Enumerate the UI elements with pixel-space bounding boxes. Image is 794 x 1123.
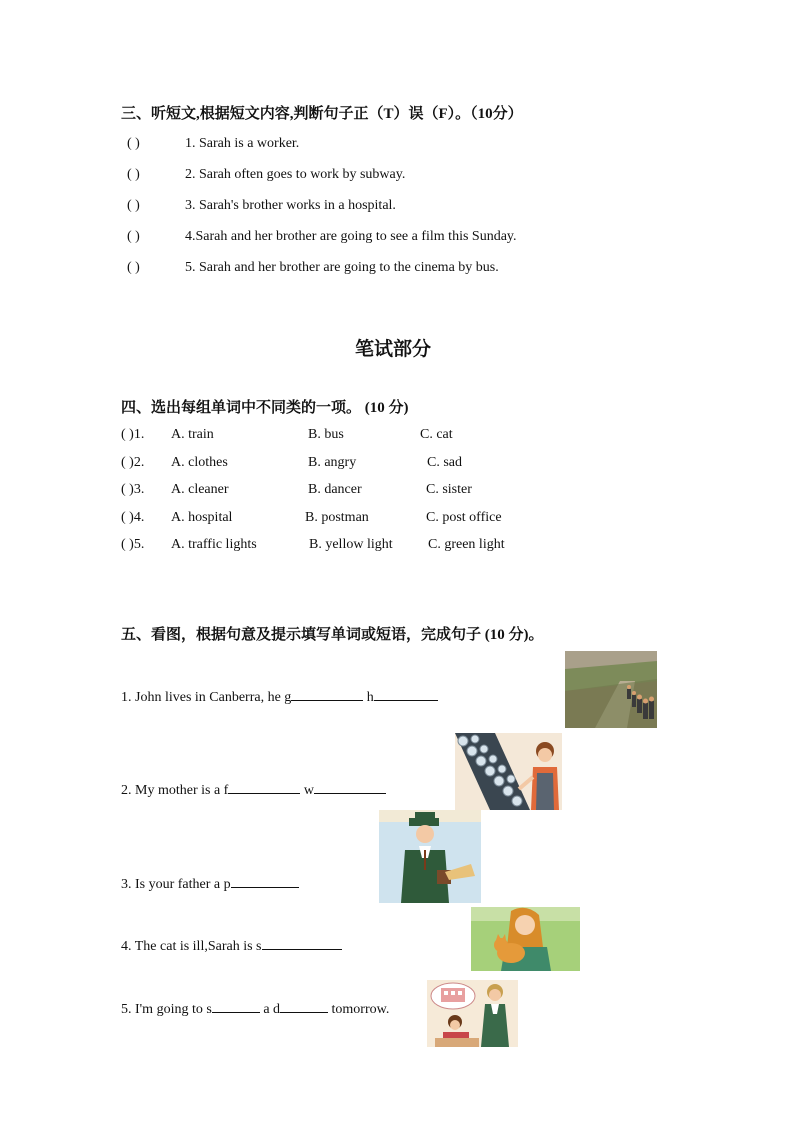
answer-paren[interactable]: ( )1. bbox=[121, 427, 145, 442]
answer-blank[interactable] bbox=[228, 779, 300, 794]
option-a: A. train bbox=[171, 427, 214, 442]
option-c: C. green light bbox=[428, 537, 505, 552]
section4-heading: 四、选出每组单词中不同类的一项。 (10 分) bbox=[121, 400, 409, 416]
answer-paren[interactable]: ( ) bbox=[127, 229, 140, 244]
option-c: C. post office bbox=[426, 510, 502, 525]
question-1 bbox=[121, 686, 438, 706]
option-a: A. hospital bbox=[171, 510, 233, 525]
answer-blank[interactable] bbox=[231, 873, 299, 888]
option-c: C. cat bbox=[420, 427, 453, 442]
option-b: B. postman bbox=[305, 510, 369, 525]
judge-item-3: 3. Sarah's brother works in a hospital. bbox=[185, 198, 396, 213]
question-5-text-2: a d bbox=[259, 1002, 281, 1017]
answer-paren[interactable]: ( ) bbox=[127, 167, 140, 182]
question-1-text-2: h bbox=[363, 690, 374, 705]
written-section-title: 笔试部分 bbox=[355, 339, 432, 360]
question-4 bbox=[121, 935, 342, 955]
option-c: C. sister bbox=[426, 482, 472, 497]
judge-item-4: 4.Sarah and her brother are going to see a film this Sunday. bbox=[185, 229, 517, 244]
option-b: B. yellow light bbox=[309, 537, 393, 552]
answer-blank[interactable] bbox=[212, 998, 260, 1013]
question-3-text: 3. Is your father a p bbox=[121, 877, 231, 892]
question-2-text-2: w bbox=[300, 783, 314, 798]
answer-paren[interactable]: ( )4. bbox=[121, 510, 145, 525]
section5-heading: 五、看图，根据句意及提示填写单词或短语，完成句子 (10 分)。 bbox=[121, 627, 544, 643]
question-1-text: 1. John lives in Canberra, he g bbox=[121, 690, 292, 705]
judge-item-2: 2. Sarah often goes to work by subway. bbox=[185, 167, 406, 182]
girl-with-cat-picture bbox=[471, 907, 580, 971]
question-5 bbox=[121, 998, 389, 1018]
option-b: B. bus bbox=[308, 427, 344, 442]
option-c: C. sad bbox=[427, 455, 462, 470]
question-4-text: 4. The cat is ill,Sarah is s bbox=[121, 939, 262, 954]
option-a: A. traffic lights bbox=[171, 537, 257, 552]
option-b: B. angry bbox=[308, 455, 357, 470]
answer-paren[interactable]: ( ) bbox=[127, 198, 140, 213]
question-3 bbox=[121, 873, 299, 893]
option-a: A. cleaner bbox=[171, 482, 229, 497]
option-a: A. clothes bbox=[171, 455, 228, 470]
answer-paren[interactable]: ( ) bbox=[127, 136, 140, 151]
question-2 bbox=[121, 779, 386, 799]
question-5-text: 5. I'm going to s bbox=[121, 1002, 212, 1017]
answer-blank[interactable] bbox=[280, 998, 328, 1013]
postman-picture bbox=[379, 810, 481, 903]
question-5-text-3: tomorrow. bbox=[328, 1002, 390, 1017]
answer-paren[interactable]: ( )2. bbox=[121, 455, 145, 470]
answer-paren[interactable]: ( )5. bbox=[121, 537, 145, 552]
answer-paren[interactable]: ( )3. bbox=[121, 482, 145, 497]
answer-blank[interactable] bbox=[314, 779, 386, 794]
answer-blank[interactable] bbox=[262, 935, 342, 950]
answer-blank[interactable] bbox=[374, 686, 438, 701]
judge-item-5: 5. Sarah and her brother are going to the cinema by bus. bbox=[185, 260, 499, 275]
question-2-text: 2. My mother is a f bbox=[121, 783, 229, 798]
factory-worker-picture bbox=[455, 733, 562, 810]
answer-paren[interactable]: ( ) bbox=[127, 260, 140, 275]
option-b: B. dancer bbox=[308, 482, 362, 497]
section3-heading: 三、听短文,根据短文内容,判断句子正（T）误（F）。（10分） bbox=[121, 106, 523, 122]
hiking-picture bbox=[565, 651, 657, 728]
doctor-visit-picture bbox=[427, 980, 518, 1047]
judge-item-1: 1. Sarah is a worker. bbox=[185, 136, 300, 151]
answer-blank[interactable] bbox=[291, 686, 363, 701]
